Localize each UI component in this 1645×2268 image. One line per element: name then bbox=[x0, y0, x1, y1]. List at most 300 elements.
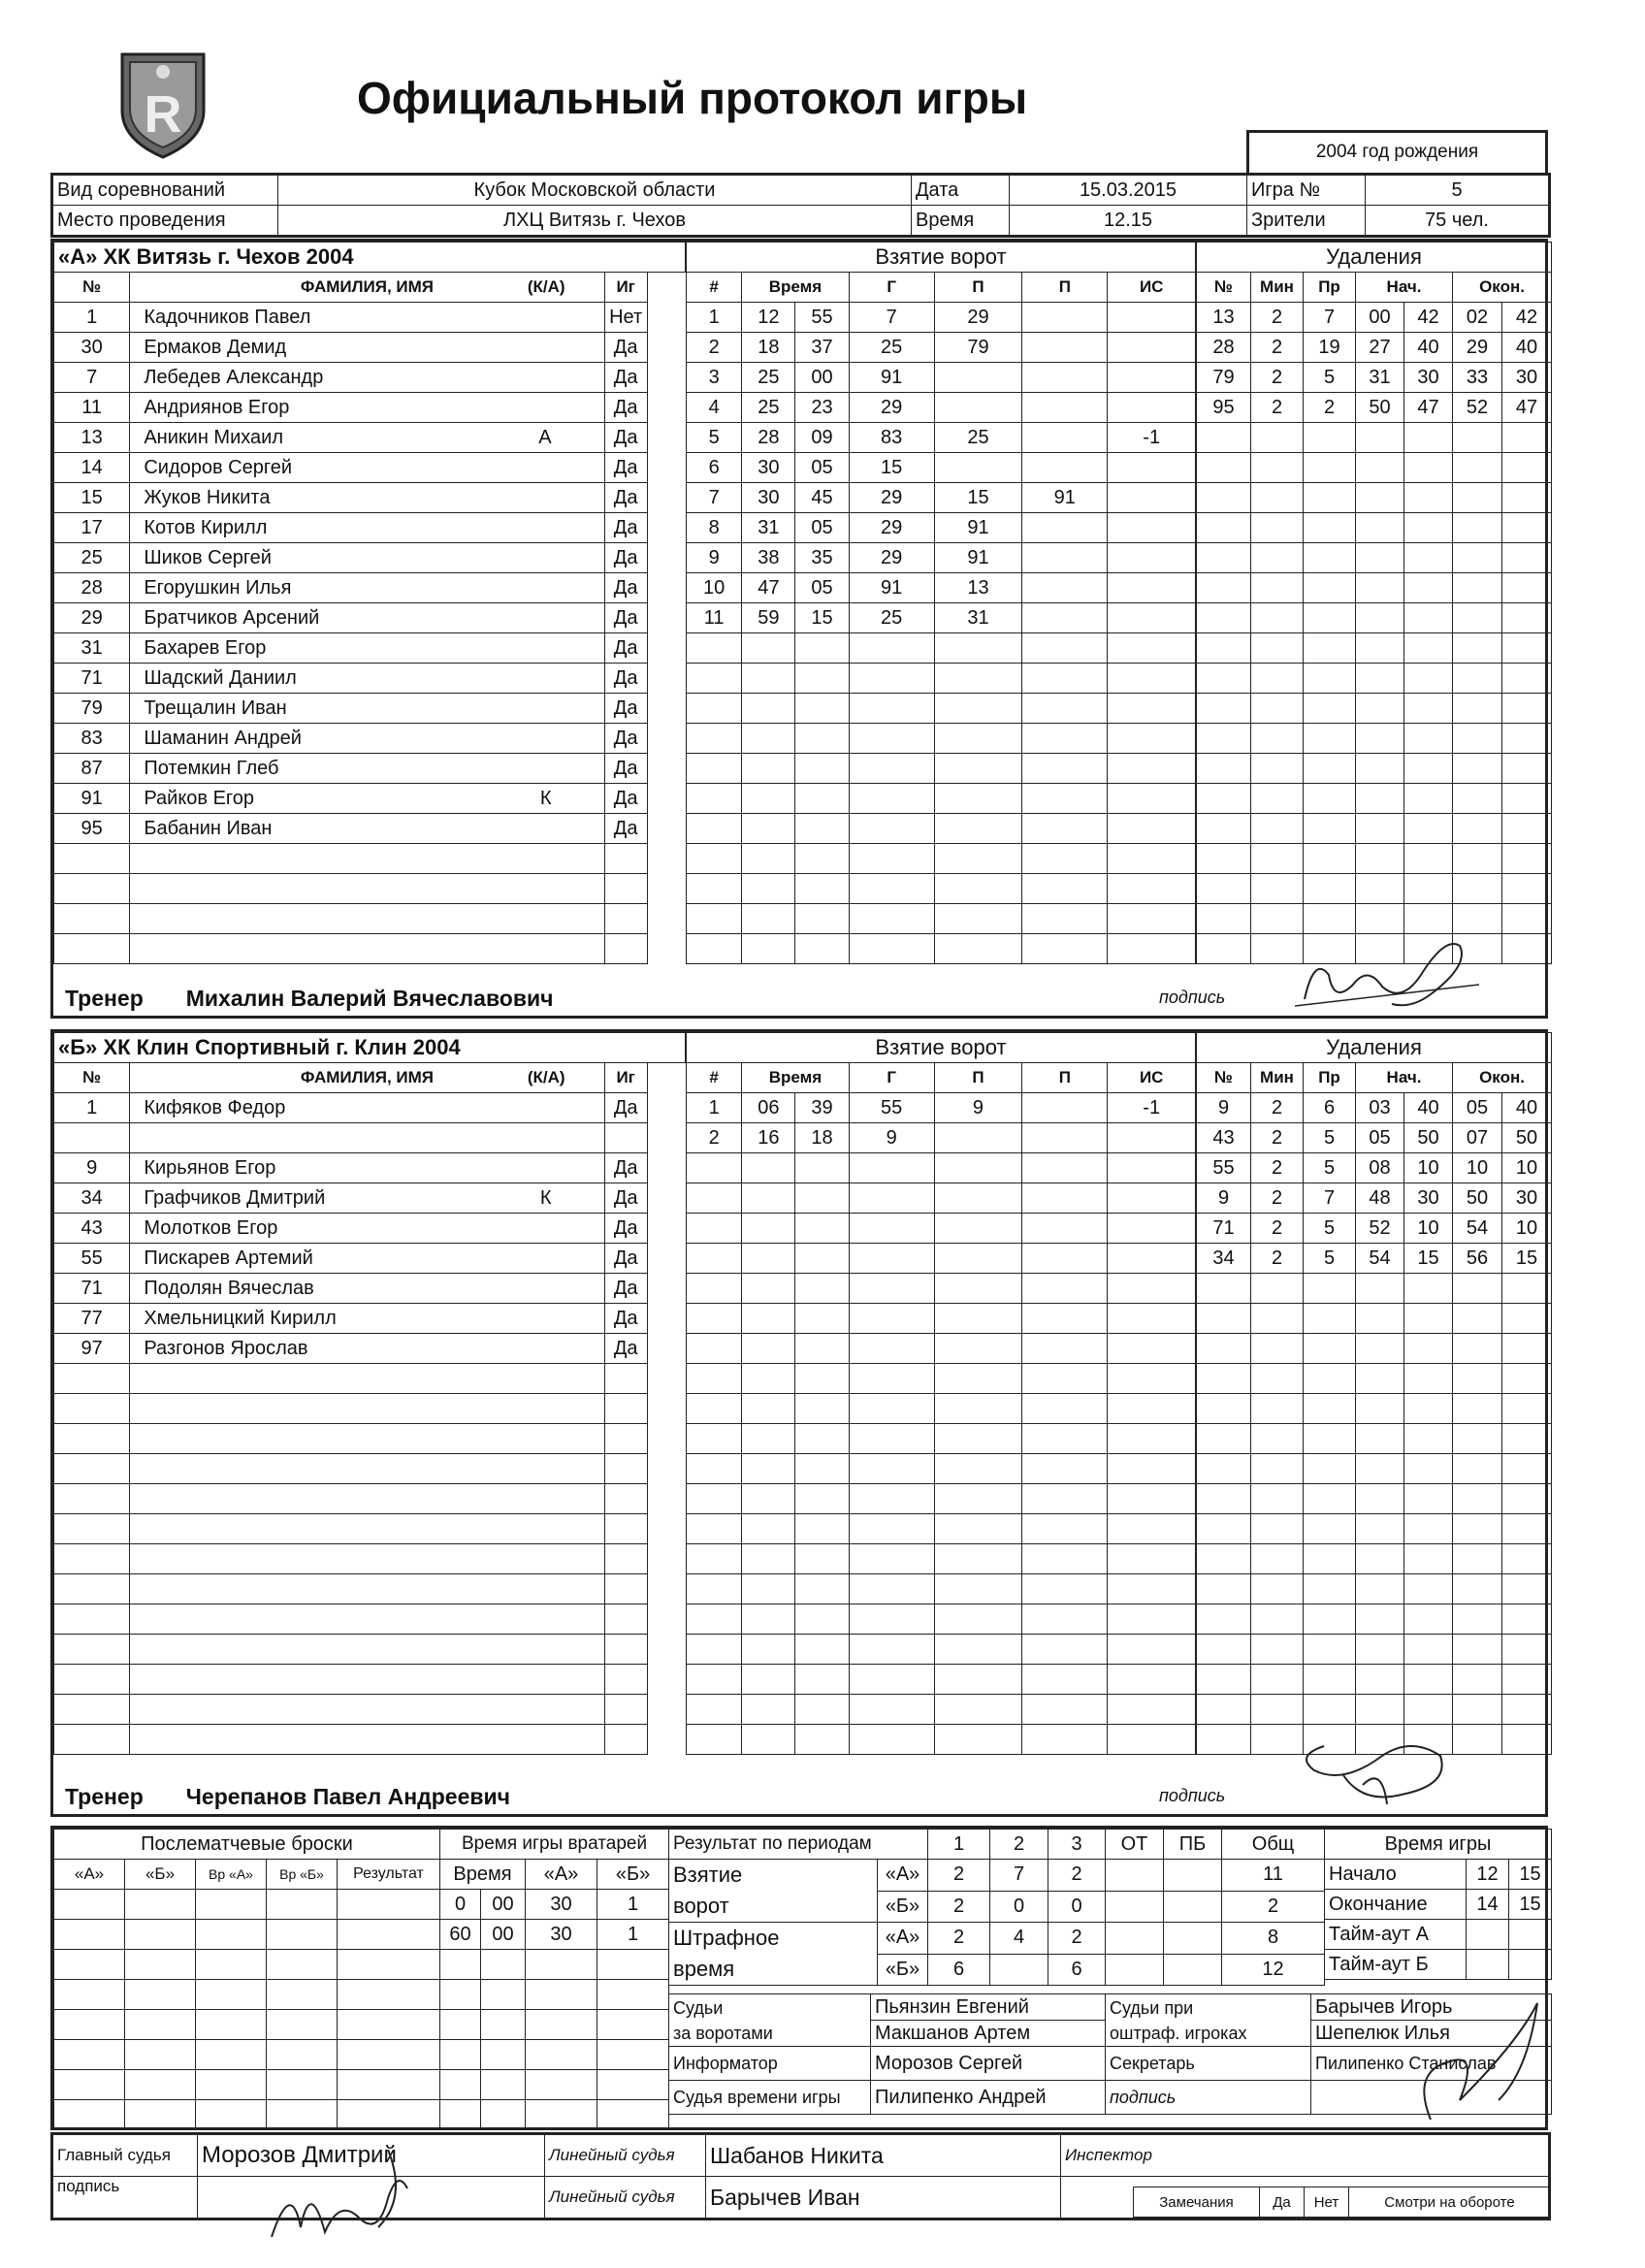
goal-row bbox=[687, 844, 1196, 874]
headers-goal-cols-a-2: Г bbox=[849, 273, 934, 303]
penalty-row bbox=[1197, 633, 1552, 664]
player-name bbox=[130, 1574, 604, 1604]
player-name: Котов Кирилл bbox=[130, 513, 604, 543]
played: Да bbox=[604, 543, 647, 573]
goal-row bbox=[687, 1183, 1196, 1214]
summary-period-cols-4: ПБ bbox=[1164, 1830, 1222, 1860]
player-number: 25 bbox=[54, 543, 130, 573]
player-number bbox=[54, 1574, 130, 1604]
goal-row: 1 12 55 7 29 bbox=[687, 303, 1196, 333]
goalie-time-row bbox=[440, 2040, 669, 2070]
goal-row bbox=[687, 934, 1196, 964]
headers-goal-cols-b-4: П bbox=[1022, 1063, 1108, 1093]
headers-player-cols-2: (К/А) bbox=[527, 1068, 565, 1086]
table-row bbox=[54, 1274, 686, 1304]
summary-period-cols-1: 2 bbox=[990, 1830, 1048, 1860]
table-row bbox=[54, 1364, 686, 1394]
table-row bbox=[54, 603, 686, 633]
played: Да bbox=[604, 754, 647, 784]
player-number bbox=[54, 1604, 130, 1635]
headers-pen-cols-2: Пр bbox=[1304, 273, 1356, 303]
player-name: Бабанин Иван bbox=[130, 814, 604, 844]
player-number bbox=[54, 874, 130, 904]
played: Да bbox=[604, 1274, 647, 1304]
player-name bbox=[130, 1424, 604, 1454]
goal-row: 11 59 15 25 31 bbox=[687, 603, 1196, 633]
goal-row bbox=[687, 1274, 1196, 1304]
played bbox=[604, 844, 647, 874]
summary-period-cols-2: 3 bbox=[1048, 1830, 1106, 1860]
headers-goal-cols-b-1: Время bbox=[742, 1063, 849, 1093]
summary-shootouts-title: Послематчевые броски bbox=[54, 1830, 440, 1860]
penalty-row bbox=[1197, 1514, 1552, 1544]
player-name bbox=[130, 934, 604, 964]
player-number bbox=[54, 1514, 130, 1544]
game-time-table bbox=[1324, 1829, 1552, 1980]
table-row bbox=[54, 1244, 686, 1274]
played bbox=[604, 1424, 647, 1454]
headers-pen-cols-3: Нач. bbox=[1356, 1063, 1453, 1093]
info-table bbox=[50, 173, 1551, 238]
player-name: Молотков Егор bbox=[130, 1214, 604, 1244]
penalty-row bbox=[1197, 1635, 1552, 1665]
penalty-row bbox=[1197, 1484, 1552, 1514]
goalie-time-row: 60 00 30 1 bbox=[440, 1920, 669, 1950]
officials-timekeeper: Пилипенко Андрей bbox=[871, 2081, 1106, 2115]
linesman-2: Барычев Иван bbox=[706, 2177, 1061, 2219]
headers-pen-cols-4: Окон. bbox=[1453, 1063, 1552, 1093]
penalty-row bbox=[1197, 1394, 1552, 1424]
player-number bbox=[54, 1665, 130, 1695]
officials-secretary-label: Секретарь bbox=[1106, 2047, 1311, 2081]
played: Да bbox=[604, 814, 647, 844]
player-number: 13 bbox=[54, 423, 130, 453]
officials-linesman-label: Линейный судья bbox=[545, 2177, 706, 2219]
played bbox=[604, 1635, 647, 1665]
headers-goal-cols-a-1: Время bbox=[742, 273, 849, 303]
officials-no: Нет bbox=[1305, 2187, 1349, 2218]
player-name bbox=[130, 1725, 604, 1755]
played bbox=[604, 1695, 647, 1725]
player-name bbox=[130, 1364, 604, 1394]
goal-row bbox=[687, 1635, 1196, 1665]
player-name: Хмельницкий Кирилл bbox=[130, 1304, 604, 1334]
penalty-row: 43 2 5 05 50 07 50 bbox=[1197, 1123, 1552, 1153]
summary-end-h: 14 bbox=[1467, 1890, 1509, 1920]
officials-main-referee-label: Главный судья bbox=[52, 2134, 198, 2177]
summary-period-cols-0: 1 bbox=[928, 1830, 990, 1860]
table-row bbox=[54, 814, 686, 844]
headers-goals: Взятие ворот bbox=[687, 1033, 1196, 1063]
player-number: 55 bbox=[54, 1244, 130, 1274]
officials-yes: Да bbox=[1260, 2187, 1305, 2218]
goal-row: 8 31 05 29 91 bbox=[687, 513, 1196, 543]
officials-goal-judge-2: Макшанов Артем bbox=[871, 2021, 1106, 2047]
table-row bbox=[54, 1183, 686, 1214]
penalty-row bbox=[1197, 1424, 1552, 1454]
team-a-section bbox=[50, 239, 1548, 1019]
played: Да bbox=[604, 423, 647, 453]
player-number: 1 bbox=[54, 303, 130, 333]
goals-a-total: 11 bbox=[1222, 1860, 1325, 1892]
goalie-time-row bbox=[440, 1980, 669, 2010]
headers-goal-cols-b-2: Г bbox=[849, 1063, 934, 1093]
penalty-row bbox=[1197, 724, 1552, 754]
player-number bbox=[54, 844, 130, 874]
summary-gk-title: Время игры вратарей bbox=[440, 1830, 669, 1860]
penalty-row bbox=[1197, 1454, 1552, 1484]
table-row bbox=[54, 1424, 686, 1454]
penalty-row bbox=[1197, 844, 1552, 874]
penalty-row: 13 2 7 00 42 02 42 bbox=[1197, 303, 1552, 333]
player-number: 31 bbox=[54, 633, 130, 664]
table-row bbox=[54, 393, 686, 423]
summary-goals-a-3 bbox=[1106, 1860, 1164, 1892]
goals-b-total: 2 bbox=[1222, 1891, 1325, 1923]
officials-penalty-judges-1: Судьи при bbox=[1110, 1997, 1194, 2018]
player-name: Пискарев Артемий bbox=[130, 1244, 604, 1274]
goal-row bbox=[687, 1725, 1196, 1755]
table-row bbox=[54, 1334, 686, 1364]
player-number bbox=[54, 1424, 130, 1454]
summary-pim-label-2: время bbox=[673, 1957, 735, 1981]
player-number bbox=[54, 904, 130, 934]
info-date-label: Дата bbox=[912, 175, 1010, 206]
table-row bbox=[54, 1484, 686, 1514]
goal-row bbox=[687, 754, 1196, 784]
summary-pim-b-1 bbox=[990, 1954, 1048, 1986]
goal-row bbox=[687, 1334, 1196, 1364]
summary-goals-a-4 bbox=[1164, 1860, 1222, 1892]
time: 12.15 bbox=[1010, 206, 1247, 237]
penalty-row bbox=[1197, 1364, 1552, 1394]
goal-row: 9 38 35 29 91 bbox=[687, 543, 1196, 573]
table-row bbox=[54, 1514, 686, 1544]
summary-period-cols-3: ОТ bbox=[1106, 1830, 1164, 1860]
penalty-row bbox=[1197, 694, 1552, 724]
summary-shootout-cols-0: «А» bbox=[54, 1860, 125, 1890]
summary-pim-label-1: Штрафное bbox=[673, 1926, 780, 1950]
headers-pen-cols-1: Мин bbox=[1251, 273, 1304, 303]
player-name: Сидоров Сергей bbox=[130, 453, 604, 483]
team-b-penalties bbox=[1196, 1032, 1552, 1755]
goal-row bbox=[687, 633, 1196, 664]
penalty-row bbox=[1197, 603, 1552, 633]
goal-row bbox=[687, 664, 1196, 694]
goal-row bbox=[687, 1544, 1196, 1574]
player-number bbox=[54, 1695, 130, 1725]
svg-text:R: R bbox=[144, 85, 182, 144]
penalty-row bbox=[1197, 1274, 1552, 1304]
player-number bbox=[54, 1394, 130, 1424]
goal-row bbox=[687, 1454, 1196, 1484]
table-row bbox=[54, 844, 686, 874]
team-b-coach: Черепанов Павел Андреевич bbox=[185, 1784, 511, 1809]
signature-secretary bbox=[1372, 1984, 1566, 2129]
penalty-row: 79 2 5 31 30 33 30 bbox=[1197, 363, 1552, 393]
player-name: Андриянов Егор bbox=[130, 393, 604, 423]
player-name bbox=[130, 1695, 604, 1725]
played bbox=[604, 1484, 647, 1514]
player-name bbox=[130, 1514, 604, 1544]
goal-row: 1 06 39 55 9 -1 bbox=[687, 1093, 1196, 1123]
played: Да bbox=[604, 453, 647, 483]
player-name: Аникин Михаил А bbox=[130, 423, 604, 453]
linesman-1: Шабанов Никита bbox=[706, 2134, 1061, 2177]
table-row bbox=[54, 1153, 686, 1183]
penalty-row bbox=[1197, 874, 1552, 904]
headers-player-cols-0: № bbox=[54, 273, 130, 303]
officials-penalty-judge-1: Барычев Игорь bbox=[1311, 1994, 1552, 2021]
player-number: 71 bbox=[54, 664, 130, 694]
table-row bbox=[54, 754, 686, 784]
player-name bbox=[130, 1484, 604, 1514]
summary-pim-a-4 bbox=[1164, 1923, 1222, 1955]
player-number: 71 bbox=[54, 1274, 130, 1304]
goal-row bbox=[687, 784, 1196, 814]
headers-player-cols-2: (К/А) bbox=[527, 277, 565, 296]
table-row bbox=[54, 1574, 686, 1604]
team-a-goals bbox=[686, 242, 1196, 964]
game-number: 5 bbox=[1366, 175, 1550, 206]
player-number bbox=[54, 934, 130, 964]
penalty-row bbox=[1197, 483, 1552, 513]
player-name: Шаманин Андрей bbox=[130, 724, 604, 754]
table-row bbox=[54, 513, 686, 543]
headers-goal-cols-a-4: П bbox=[1022, 273, 1108, 303]
player-name bbox=[130, 1544, 604, 1574]
player-number bbox=[54, 1725, 130, 1755]
headers-goal-cols-b-0: # bbox=[687, 1063, 742, 1093]
player-name: Ермаков Демид bbox=[130, 333, 604, 363]
player-number bbox=[54, 1635, 130, 1665]
table-row bbox=[54, 1695, 686, 1725]
player-name bbox=[130, 1394, 604, 1424]
summary-shootout-cols-3: Вр «Б» bbox=[267, 1860, 338, 1890]
officials-penalty-judges-2: оштраф. игроках bbox=[1110, 2023, 1247, 2043]
table-row bbox=[54, 303, 686, 333]
table-row bbox=[54, 543, 686, 573]
played bbox=[604, 1544, 647, 1574]
goal-row: 3 25 00 91 bbox=[687, 363, 1196, 393]
headers-player-cols-1: ФАМИЛИЯ, ИМЯ bbox=[300, 1068, 435, 1086]
played: Да bbox=[604, 1183, 647, 1214]
played: Да bbox=[604, 694, 647, 724]
goal-row: 5 28 09 83 25 -1 bbox=[687, 423, 1196, 453]
player-name: Шиков Сергей bbox=[130, 543, 604, 573]
summary-shootout-cols-4: Результат bbox=[338, 1860, 440, 1890]
headers-penalties: Удаления bbox=[1197, 1033, 1552, 1063]
played: Да bbox=[604, 513, 647, 543]
player-name: Шадский Даниил bbox=[130, 664, 604, 694]
player-name: Разгонов Ярослав bbox=[130, 1334, 604, 1364]
summary-start-h: 12 bbox=[1467, 1860, 1509, 1890]
penalty-row bbox=[1197, 784, 1552, 814]
remarks bbox=[1133, 2187, 1550, 2218]
penalty-row bbox=[1197, 754, 1552, 784]
table-row bbox=[54, 423, 686, 453]
player-name: Потемкин Глеб bbox=[130, 754, 604, 784]
penalty-row bbox=[1197, 814, 1552, 844]
summary-game-time-title: Время игры bbox=[1325, 1830, 1552, 1860]
table-row bbox=[54, 1093, 686, 1123]
headers-signature: подпись bbox=[1159, 1786, 1226, 1805]
player-number: 1 bbox=[54, 1093, 130, 1123]
team-b-coach bbox=[65, 1784, 510, 1810]
summary-goals-b-2: 0 bbox=[1048, 1891, 1106, 1923]
summary-pim-a-1: 4 bbox=[990, 1923, 1048, 1955]
player-name: Братчиков Арсений bbox=[130, 603, 604, 633]
captain-mark: А bbox=[538, 426, 552, 448]
player-name bbox=[130, 1665, 604, 1695]
penalty-row bbox=[1197, 423, 1552, 453]
officials-informer: Морозов Сергей bbox=[871, 2047, 1106, 2081]
page-title: Официальный протокол игры bbox=[357, 73, 1028, 123]
venue: ЛХЦ Витязь г. Чехов bbox=[278, 206, 912, 237]
played: Да bbox=[604, 393, 647, 423]
played: Да bbox=[604, 603, 647, 633]
summary-pim-b-0: 6 bbox=[928, 1954, 990, 1986]
table-row bbox=[54, 633, 686, 664]
played bbox=[604, 1454, 647, 1484]
headers-pen-cols-0: № bbox=[1197, 273, 1251, 303]
captain-mark: К bbox=[539, 787, 552, 809]
headers-penalties: Удаления bbox=[1197, 243, 1552, 273]
played: Да bbox=[604, 664, 647, 694]
summary-goals-a-1: 7 bbox=[990, 1860, 1048, 1892]
goal-row: 2 18 37 25 79 bbox=[687, 333, 1196, 363]
officials-goal-judges-2: за воротами bbox=[673, 2023, 773, 2043]
played bbox=[604, 1725, 647, 1755]
summary-goals-label-2: ворот bbox=[673, 1894, 729, 1918]
headers-pen-cols-2: Пр bbox=[1304, 1063, 1356, 1093]
summary-start-m: 15 bbox=[1509, 1860, 1552, 1890]
info-game-label: Игра № bbox=[1247, 175, 1366, 206]
penalty-row bbox=[1197, 1604, 1552, 1635]
main-referee: Морозов Дмитрий bbox=[198, 2134, 545, 2177]
goal-row bbox=[687, 1214, 1196, 1244]
penalty-row: 95 2 2 50 47 52 47 bbox=[1197, 393, 1552, 423]
table-row bbox=[54, 874, 686, 904]
table-row bbox=[54, 363, 686, 393]
penalty-row bbox=[1197, 1544, 1552, 1574]
goal-row bbox=[687, 1244, 1196, 1274]
summary-period-cols-5: Общ bbox=[1222, 1830, 1325, 1860]
penalty-row: 55 2 5 08 10 10 10 bbox=[1197, 1153, 1552, 1183]
player-number: 91 bbox=[54, 784, 130, 814]
birth-year: 2004 год рождения bbox=[1315, 142, 1479, 162]
penalty-row: 9 2 6 03 40 05 40 bbox=[1197, 1093, 1552, 1123]
played: Да bbox=[604, 363, 647, 393]
penalty-row bbox=[1197, 543, 1552, 573]
signature-main-referee bbox=[252, 2140, 446, 2247]
penalty-row: 28 2 19 27 40 29 40 bbox=[1197, 333, 1552, 363]
summary-shootout-cols-1: «Б» bbox=[125, 1860, 196, 1890]
player-name bbox=[130, 1454, 604, 1484]
penalty-row: 34 2 5 54 15 56 15 bbox=[1197, 1244, 1552, 1274]
player-number: 79 bbox=[54, 694, 130, 724]
player-name: Кадочников Павел bbox=[130, 303, 604, 333]
headers-player-cols-4: Иг bbox=[604, 1063, 647, 1093]
table-row bbox=[54, 573, 686, 603]
goal-row: 2 16 18 9 bbox=[687, 1123, 1196, 1153]
player-name: Кирьянов Егор bbox=[130, 1153, 604, 1183]
table-row bbox=[54, 724, 686, 754]
penalty-row: 71 2 5 52 10 54 10 bbox=[1197, 1214, 1552, 1244]
player-name: Райков Егор К bbox=[130, 784, 604, 814]
table-row bbox=[54, 1394, 686, 1424]
penalty-row bbox=[1197, 664, 1552, 694]
signature-b bbox=[1266, 1717, 1479, 1814]
played bbox=[604, 1574, 647, 1604]
date: 15.03.2015 bbox=[1010, 175, 1247, 206]
player-number: 29 bbox=[54, 603, 130, 633]
goal-row bbox=[687, 724, 1196, 754]
played: Да bbox=[604, 1093, 647, 1123]
headers-player-cols-4: Иг bbox=[604, 273, 647, 303]
team-b-section bbox=[50, 1029, 1548, 1817]
headers-goal-cols-a-5: ИС bbox=[1108, 273, 1196, 303]
played: Да bbox=[604, 1214, 647, 1244]
summary-goals-label-1: Взятие bbox=[673, 1863, 743, 1887]
headers-signature: подпись bbox=[1159, 988, 1226, 1007]
played bbox=[604, 1665, 647, 1695]
summary-team-b: «Б» bbox=[878, 1954, 928, 1986]
officials-penalty-judge-2: Шепелюк Илья bbox=[1311, 2021, 1552, 2047]
table-row bbox=[54, 1604, 686, 1635]
goal-row bbox=[687, 694, 1196, 724]
headers-goals: Взятие ворот bbox=[687, 243, 1196, 273]
table-row bbox=[54, 1665, 686, 1695]
player-name bbox=[130, 904, 604, 934]
table-row bbox=[54, 904, 686, 934]
spectators: 75 чел. bbox=[1366, 206, 1550, 237]
player-number: 14 bbox=[54, 453, 130, 483]
player-number: 7 bbox=[54, 363, 130, 393]
summary-timeout-a: Тайм-аут А bbox=[1325, 1920, 1467, 1950]
goalie-time-row bbox=[440, 2010, 669, 2040]
player-name: Кифяков Федор bbox=[130, 1093, 604, 1123]
officials-signature: подпись bbox=[52, 2177, 198, 2219]
goal-row bbox=[687, 1574, 1196, 1604]
summary-pim-b-4 bbox=[1164, 1954, 1222, 1986]
summary-team-a: «А» bbox=[878, 1923, 928, 1955]
penalty-row bbox=[1197, 453, 1552, 483]
summary-pim-a-0: 2 bbox=[928, 1923, 990, 1955]
goal-row bbox=[687, 1484, 1196, 1514]
headers-goal-cols-b-5: ИС bbox=[1108, 1063, 1196, 1093]
summary-end-m: 15 bbox=[1509, 1890, 1552, 1920]
played bbox=[604, 904, 647, 934]
officials-informer-label: Информатор bbox=[669, 2047, 871, 2081]
played bbox=[604, 934, 647, 964]
officials-see-back: Смотри на обороте bbox=[1349, 2187, 1550, 2218]
summary-pim-b-2: 6 bbox=[1048, 1954, 1106, 1986]
goal-row bbox=[687, 1424, 1196, 1454]
player-name: Подолян Вячеслав bbox=[130, 1274, 604, 1304]
played bbox=[604, 1364, 647, 1394]
summary-periods-title: Результат по периодам bbox=[669, 1830, 928, 1860]
goal-row bbox=[687, 1665, 1196, 1695]
summary-end-label: Окончание bbox=[1325, 1890, 1467, 1920]
headers-goal-cols-a-3: П bbox=[934, 273, 1021, 303]
played: Да bbox=[604, 1153, 647, 1183]
info-time-label: Время bbox=[912, 206, 1010, 237]
summary-pim-b-5: 12 bbox=[1222, 1954, 1325, 1986]
player-number: 43 bbox=[54, 1214, 130, 1244]
goal-row bbox=[687, 1304, 1196, 1334]
summary-pim-b-3 bbox=[1106, 1954, 1164, 1986]
